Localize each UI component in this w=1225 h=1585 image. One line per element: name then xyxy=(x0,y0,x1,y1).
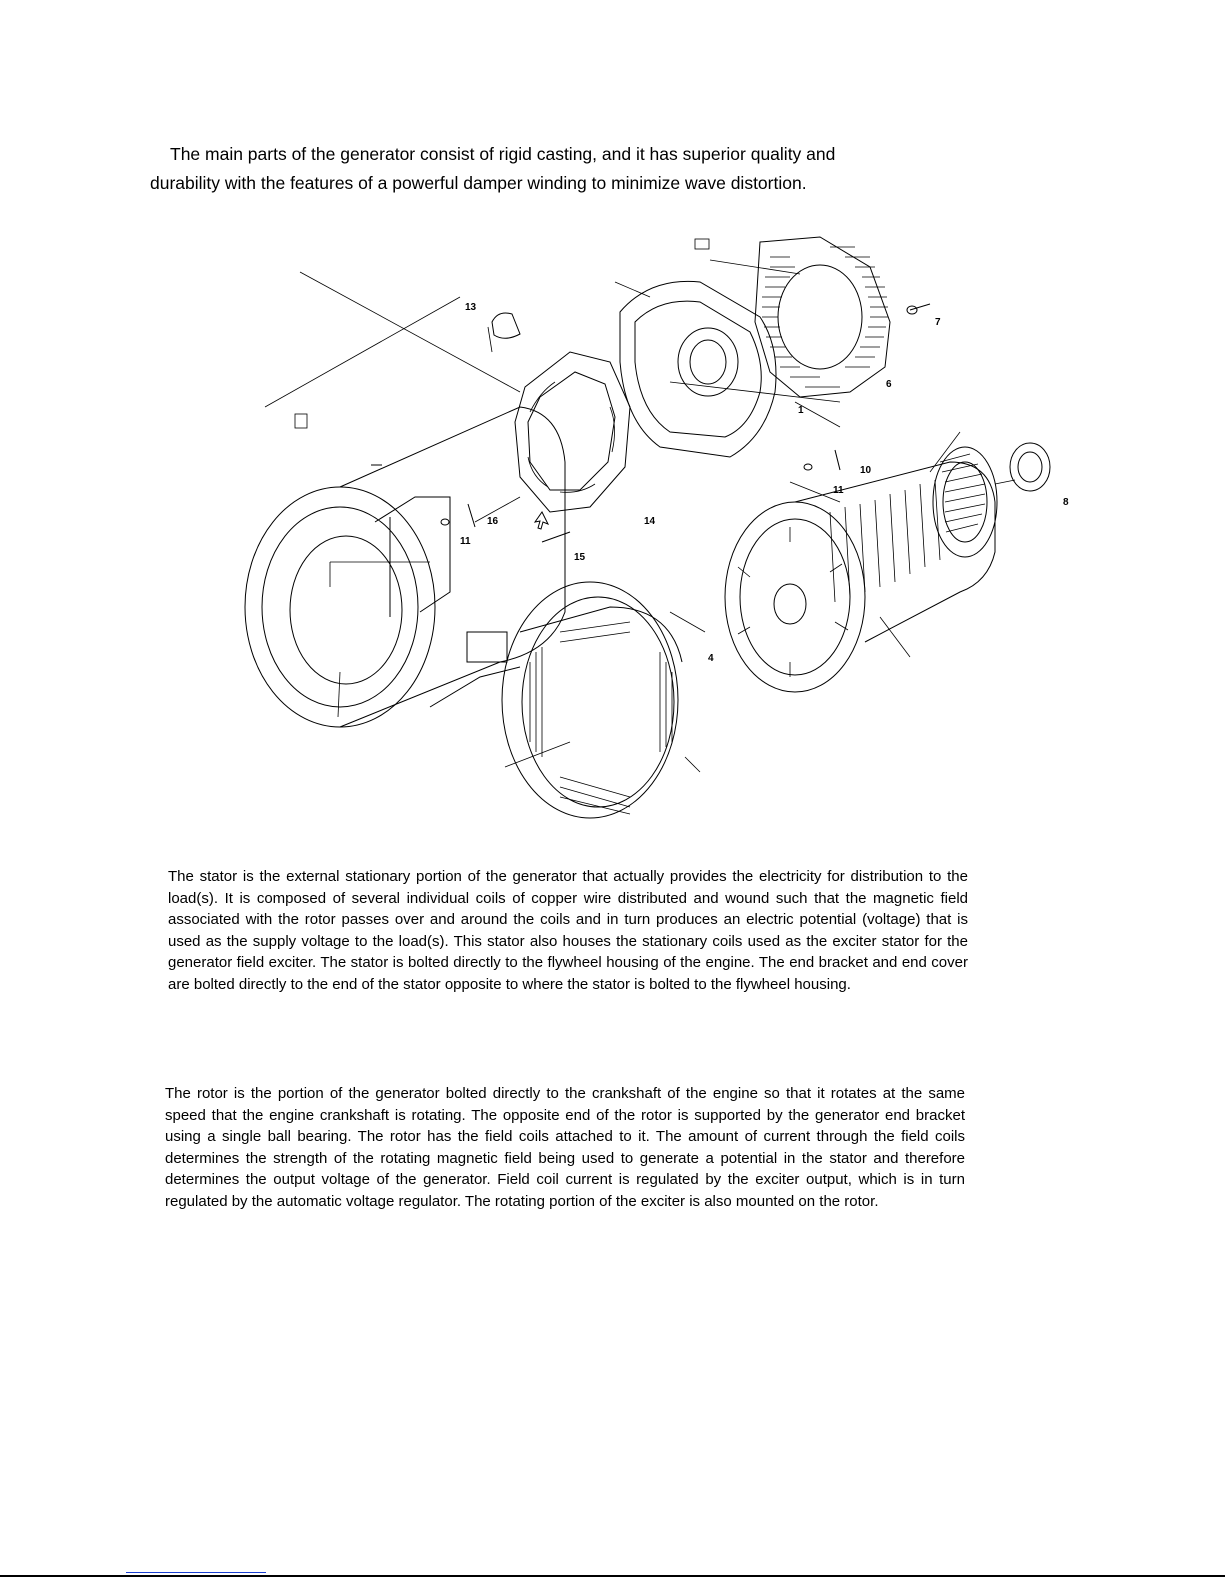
callout-14: 14 xyxy=(644,516,656,527)
callout-8: 8 xyxy=(1063,497,1069,508)
stator-paragraph: The stator is the external stationary portion of the generator that actually provides the electricity for distribution to the load(s). It is composed of several individual coils of copper wire distributed and wound such that the magnetic field associated with the rotor passes over and around the coils and in turn produces an electric potential (voltage) that is used as the supply voltage to the load(s). This stator also houses the stationary coils used as the exciter stator for the generator field exciter. The stator is bolted directly to the flywheel housing of the engine. The end bracket and end cover are bolted directly to the end of the stator opposite to where the stator is bolted to the flywheel housing. xyxy=(168,868,968,993)
exploded-view-svg xyxy=(230,222,1080,842)
callout-13: 13 xyxy=(465,302,477,313)
callout-10: 10 xyxy=(860,465,872,476)
end-cover-grille xyxy=(755,237,930,397)
rotor-assembly xyxy=(725,432,1050,692)
intro-line-2: durability with the features of a powerful damper winding to minimize wave distortion. xyxy=(150,173,807,193)
callout-1: 1 xyxy=(798,405,804,416)
intro-text xyxy=(150,140,910,198)
rotor-paragraph: The rotor is the portion of the generator bolted directly to the crankshaft of the engine so that it rotates at the same speed that the engine crankshaft is rotating. The opposite end of the rotor is supported by the generator end bracket using a single ball bearing. The rotor has the field coils attached to it. The amount of current through the field coils determines the strength of the rotating magnetic field being used to generate a potential in the stator and therefore determines the output voltage of the generator. Field coil current is regulated by the exciter output, which is in turn regulated by the automatic voltage regulator. The rotating portion of the exciter is also mounted on the rotor. xyxy=(165,1085,965,1210)
stator-housing xyxy=(245,272,565,727)
terminal-cap xyxy=(488,313,520,352)
callout-6: 6 xyxy=(886,379,892,390)
generator-exploded-diagram xyxy=(230,222,1080,842)
callout-16: 16 xyxy=(487,516,499,527)
end-bracket xyxy=(615,239,840,457)
callout-11-stator: 11 xyxy=(460,536,471,547)
footer-link-underline[interactable] xyxy=(126,1572,266,1573)
callout-11-rotor: 11 xyxy=(833,485,844,496)
callout-4: 4 xyxy=(708,653,714,664)
callout-7: 7 xyxy=(935,317,941,328)
callout-15: 15 xyxy=(574,552,586,563)
footer-rule xyxy=(0,1575,1225,1577)
main-stator-core xyxy=(502,582,705,818)
intro-line-1: The main parts of the generator consist of rigid casting, and it has superior quality and xyxy=(170,144,836,164)
